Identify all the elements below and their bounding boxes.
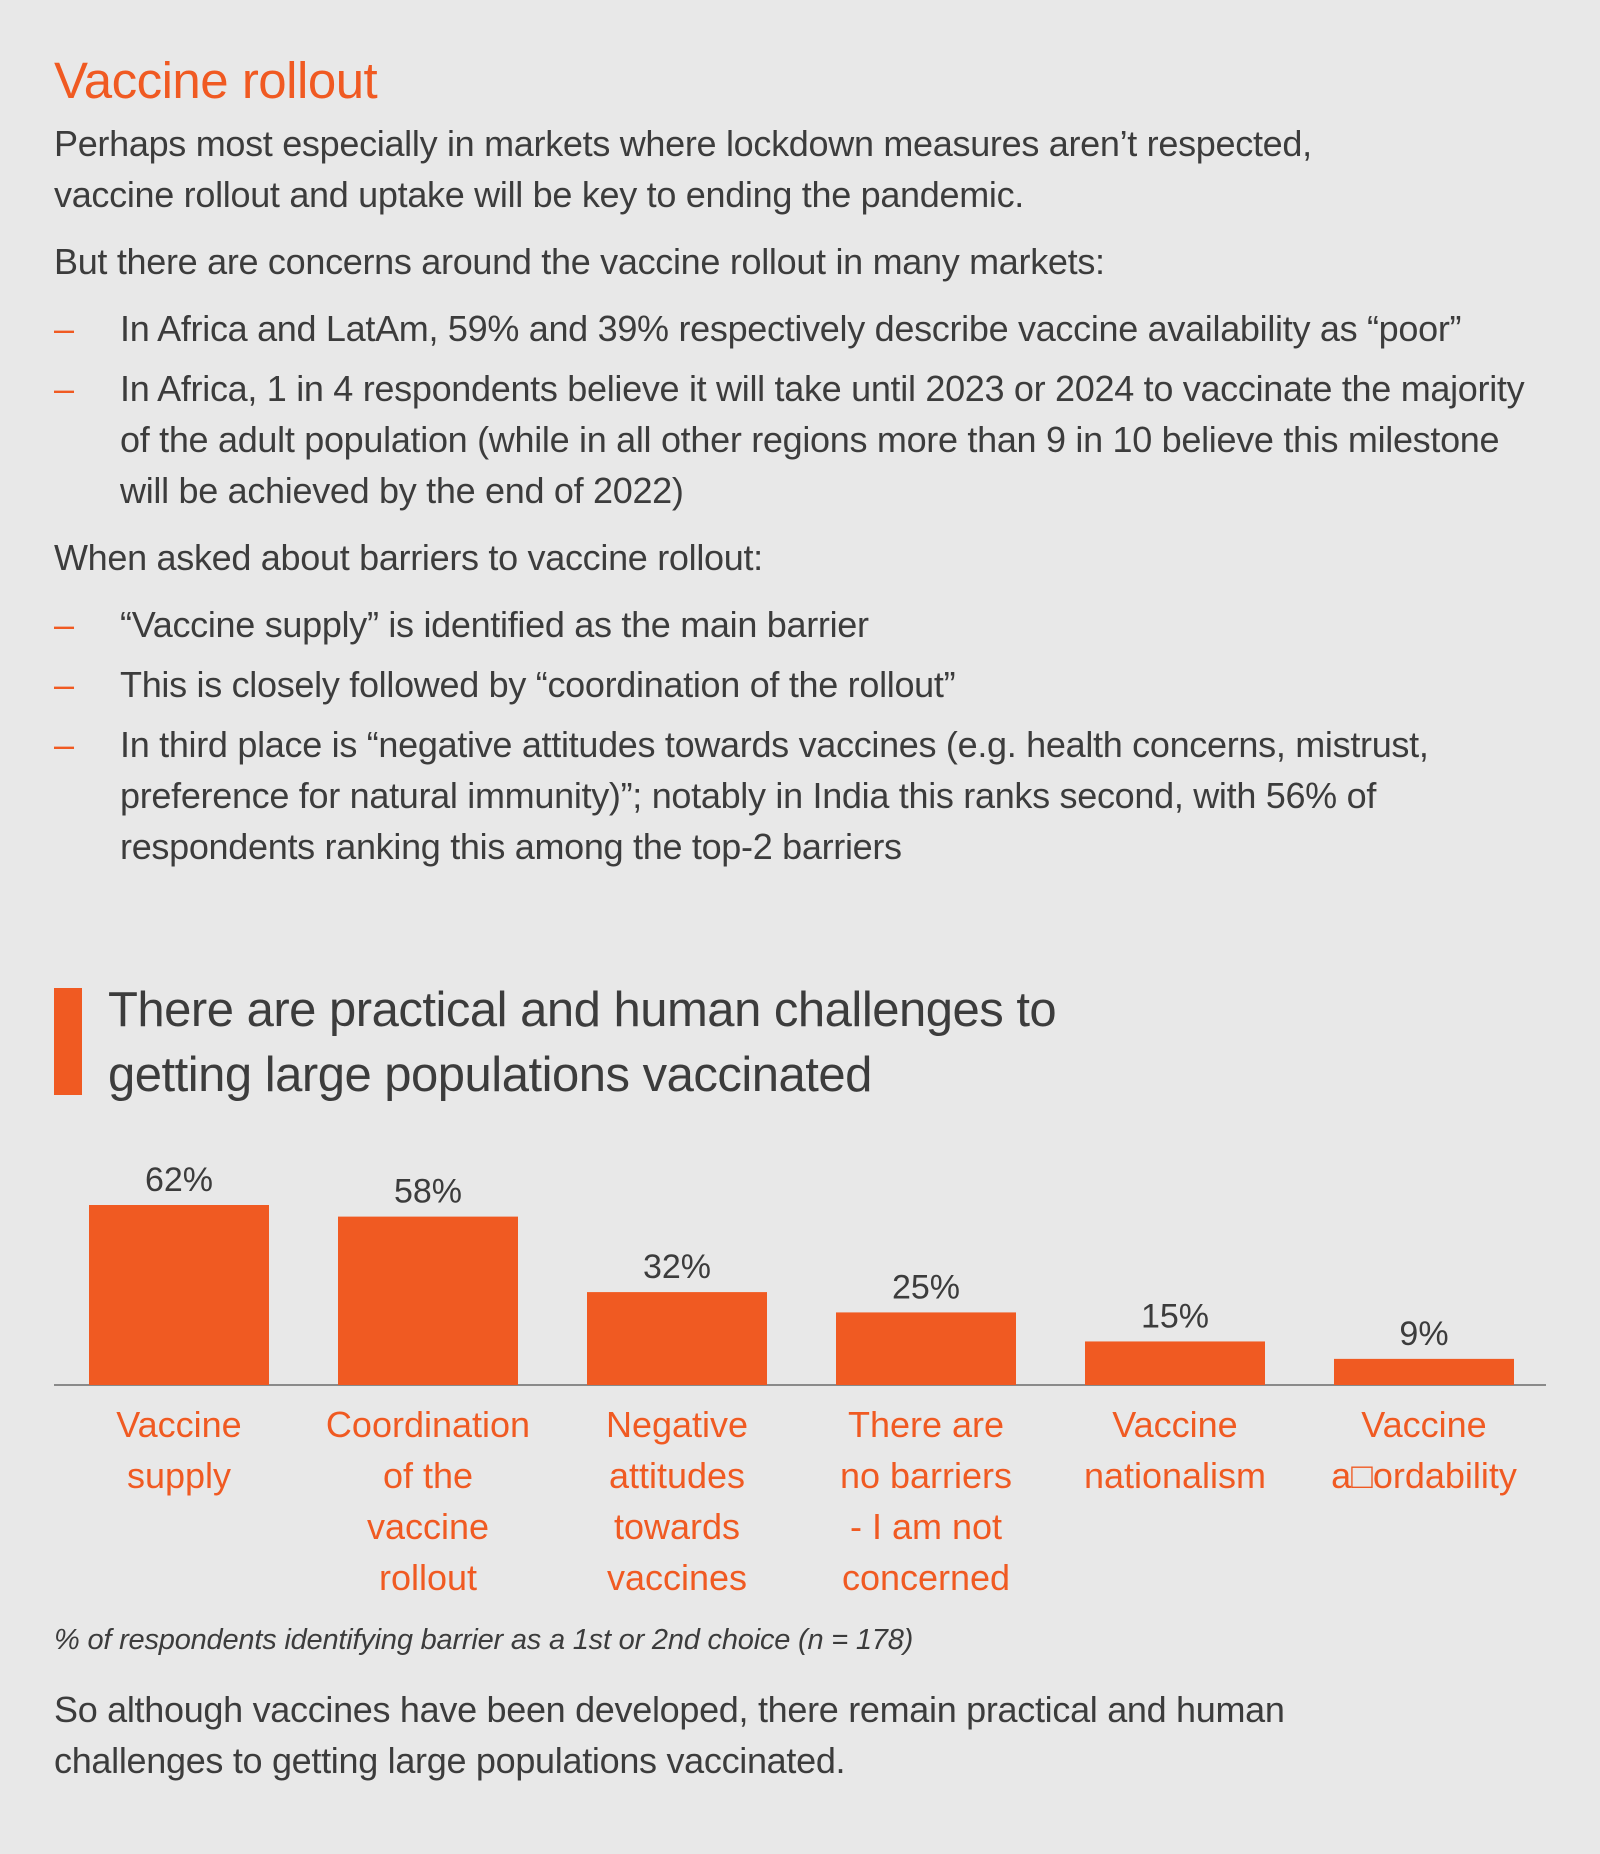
list-item [54,719,1554,872]
category-label [840,1404,1012,1598]
bar-value-label: 32% [642,1248,712,1287]
list-item [54,599,1554,650]
category-label-line: There are [847,1404,1005,1445]
category-label-line: rollout [378,1557,478,1598]
list-item-text: “Vaccine supply” is identified as the main barrier [120,604,869,645]
chart-note: % of respondents identifying barrier as a 1st or 2nd choice (n = 178) [54,1624,914,1656]
list-item-text: In third place is “negative attitudes towards vaccines (e.g. health concerns, mistrust, preference for natural immunity)”; notably in India this ranks second, with 56% of respondents ranking this among the top-2 barriers [120,724,1429,867]
dash-bullet-icon: – [54,724,74,765]
category-label [1084,1404,1266,1496]
category-label [1331,1404,1517,1496]
bar-4 [1085,1341,1265,1385]
category-label-line: a□ordability [1331,1455,1517,1496]
category-label-line: supply [126,1455,232,1496]
dash-bullet-icon: – [54,664,74,705]
bar-value-label: 62% [144,1161,214,1199]
bar-3 [836,1312,1016,1385]
list-item-text: In Africa and LatAm, 59% and 39% respectively describe vaccine availability as “poor” [120,308,1462,349]
chart-heading: There are practical and human challenges to getting large populations vaccinated [108,983,1057,1102]
category-label-line: - I am not [849,1506,1003,1547]
category-label-line: Vaccine [116,1404,242,1445]
barriers-paragraph: When asked about barriers to vaccine rollout: [54,537,763,578]
dash-bullet-icon: – [54,604,74,645]
category-label-line: attitudes [608,1455,746,1496]
category-label-line: vaccines [606,1557,748,1598]
bar-value-label: 9% [1399,1314,1449,1353]
bar-1 [338,1217,518,1385]
bar-chart [0,1150,1600,1600]
concerns-list [54,303,1554,516]
category-label-line: Coordination [325,1404,531,1445]
category-label-line: towards [613,1506,741,1547]
dash-bullet-icon: – [54,368,74,409]
list-item [54,303,1554,354]
category-label-line: nationalism [1083,1455,1267,1496]
accent-bar [54,988,82,1095]
bar-value-label: 15% [1140,1297,1210,1336]
bar-value-label: 25% [891,1268,961,1307]
category-label-line: of the [382,1455,474,1496]
content-column [54,44,1554,888]
list-item [54,363,1554,516]
bar-2 [587,1292,767,1385]
closing-paragraph: So although vaccines have been developed, there remain practical and human challenges to getting large populations vaccinated. [54,1689,1285,1781]
bar-value-label: 58% [393,1172,463,1211]
category-label [326,1404,530,1598]
category-label-line: Vaccine [1112,1404,1238,1445]
category-label [116,1404,241,1496]
concerns-paragraph: But there are concerns around the vaccine rollout in many markets: [54,241,1105,282]
category-label-line: Negative [605,1404,749,1445]
category-label [606,1404,748,1598]
category-label-line: vaccine [366,1506,490,1547]
category-label-line: no barriers [839,1455,1013,1496]
intro-paragraph: Perhaps most especially in markets where lockdown measures aren’t respected, vaccine rollout and uptake will be key to ending the pandemic. [54,123,1312,215]
bar-0 [89,1205,269,1385]
section-title: Vaccine rollout [54,52,378,109]
list-item-text: This is closely followed by “coordination of the rollout” [120,664,956,705]
bar-5 [1334,1359,1514,1385]
category-label-line: Vaccine [1361,1404,1487,1445]
chart-callout [54,983,1354,1102]
category-label-line: concerned [841,1557,1011,1598]
barriers-list [54,599,1554,872]
dash-bullet-icon: – [54,308,74,349]
list-item [54,659,1554,710]
list-item-text: In Africa, 1 in 4 respondents believe it will take until 2023 or 2024 to vaccinate the majority of the adult population (while in all other regions more than 9 in 10 believe this milestone will be achieved by the end of 2022) [120,368,1525,511]
